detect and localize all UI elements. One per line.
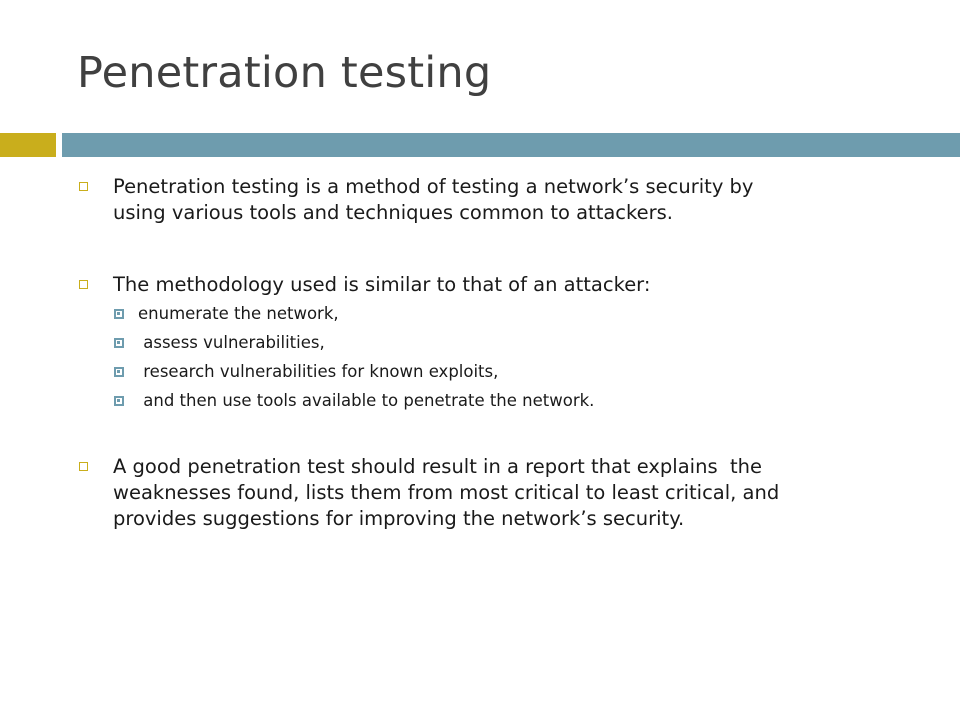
bullet-definition: [76, 174, 866, 226]
square-dot-bullet-icon: [114, 309, 124, 319]
square-bullet-icon: [79, 462, 88, 471]
bullet-report: [76, 454, 866, 532]
slide-title: Penetration testing: [77, 48, 492, 98]
subitem-text: and then use tools available to penetrate the network.: [138, 391, 595, 410]
subitem-text: assess vulnerabilities,: [138, 333, 325, 352]
square-dot-bullet-icon: [114, 396, 124, 406]
subitem-assess: [111, 332, 866, 354]
bullet-line: The methodology used is similar to that of an attacker:: [113, 273, 651, 296]
subitem-text: enumerate the network,: [138, 304, 339, 323]
square-dot-bullet-icon: [114, 338, 124, 348]
title-underline-gold-bar: [0, 133, 56, 157]
title-underline-teal-bar: [62, 133, 960, 157]
bullet-line: Penetration testing is a method of testing a network’s security by: [113, 175, 754, 198]
subitem-text: research vulnerabilities for known exploits,: [138, 362, 499, 381]
bullet-methodology: [76, 272, 866, 298]
slide-body: [76, 174, 866, 532]
square-bullet-icon: [79, 182, 88, 191]
bullet-line: weaknesses found, lists them from most critical to least critical, and: [113, 481, 780, 504]
bullet-line: using various tools and techniques common to attackers.: [113, 201, 673, 224]
subitem-research: [111, 361, 866, 383]
square-dot-bullet-icon: [114, 367, 124, 377]
subitem-penetrate: [111, 390, 866, 412]
square-bullet-icon: [79, 280, 88, 289]
bullet-line: A good penetration test should result in a report that explains the: [113, 455, 763, 478]
subitem-enumerate: [111, 303, 866, 325]
bullet-line: provides suggestions for improving the network’s security.: [113, 507, 685, 530]
